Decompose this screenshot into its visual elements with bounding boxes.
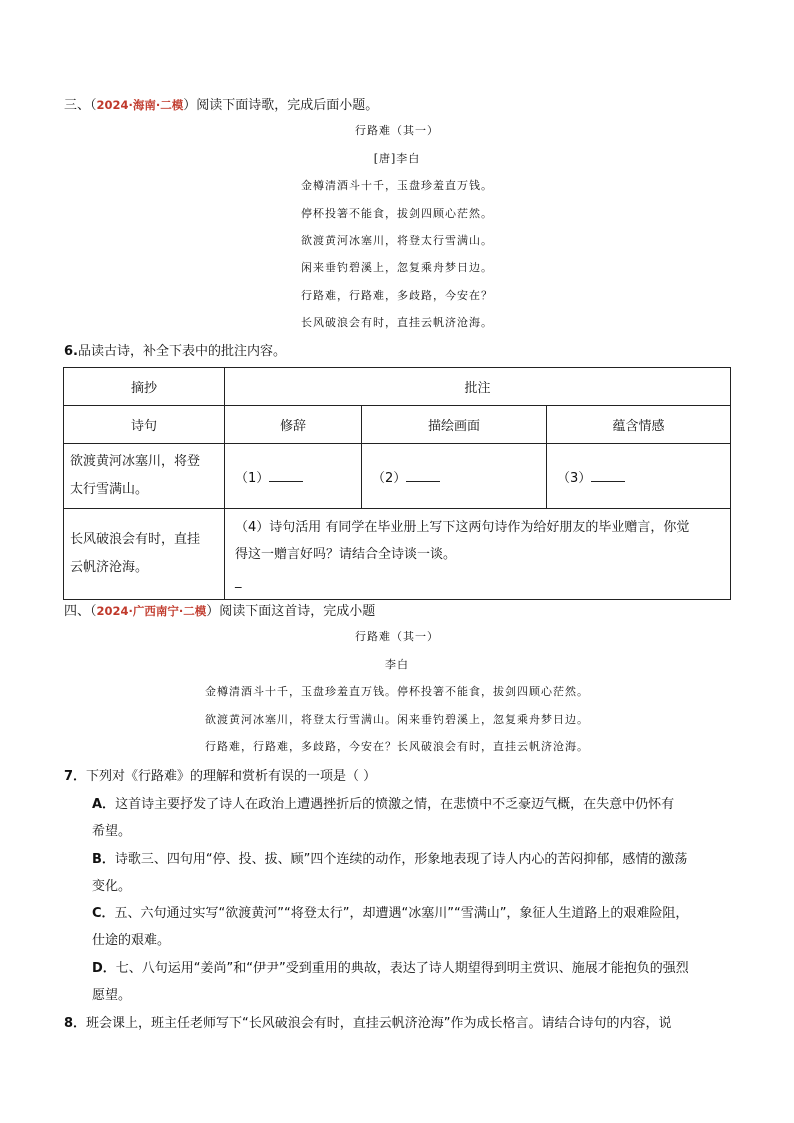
section3-heading: [64, 94, 378, 113]
blank-2-cell[interactable]: [362, 444, 547, 509]
question-8-text: 班会课上，班主任老师写下“长风破浪会有时，直挂云帆济沧海”作为成长格言。请结合诗句的内容，说: [86, 1016, 672, 1031]
poem2-line: 欲渡黄河冰塞川，将登太行雪满山。闲来垂钓碧溪上，忽复乘舟梦日边。: [205, 713, 589, 726]
poem1-line: 闲来垂钓碧溪上，忽复乘舟梦日边。: [301, 261, 493, 274]
section4-heading: [64, 600, 375, 619]
option-b-label: B．: [92, 852, 115, 867]
option-d-text: 七、八句运用“姜尚”和“伊尹”受到重用的典故，表达了诗人期望得到明主赏识、施展才能抱负的强烈: [115, 961, 689, 976]
option-c-cont: 仕途的艰难。: [92, 933, 171, 948]
section4-suffix: ）阅读下面这首诗，完成小题: [206, 604, 376, 619]
poem2-title: 行路难（其一）: [355, 630, 439, 643]
blank-3-label: （3）: [557, 470, 592, 486]
option-c-label: C．: [92, 906, 115, 921]
blank-1-label: （1）: [235, 470, 270, 486]
poem2-author: 李白: [385, 658, 409, 671]
section3-prefix: 三、（: [64, 98, 97, 113]
row1-line-cell: [64, 444, 225, 509]
poem1-line: 金樽清酒斗十千，玉盘珍羞直万钱。: [301, 179, 493, 192]
blank-3-cell[interactable]: [547, 444, 731, 509]
option-b[interactable]: [92, 848, 687, 867]
row2-note-c: _: [235, 573, 242, 589]
poem1-line: 行路难，行路难，多歧路，今安在？: [301, 289, 493, 302]
blank-1-line[interactable]: [269, 470, 303, 482]
question-6: [64, 340, 286, 359]
annotation-table: [63, 367, 731, 600]
option-a-label: A．: [92, 797, 116, 812]
poem1-line: 欲渡黄河冰塞川，将登太行雪满山。: [301, 234, 493, 247]
question-7-text: 下列对《行路难》的理解和赏析有误的一项是（ ）: [86, 769, 377, 784]
question-6-text: 品读古诗，补全下表中的批注内容。: [77, 344, 286, 359]
question-8-number: 8．: [64, 1016, 87, 1031]
question-6-number: 6.: [64, 344, 78, 359]
question-7-number: 7．: [64, 769, 87, 784]
option-c-text: 五、六句通过实写“欲渡黄河”“将登太行”，却遭遇“冰塞川”“雪满山”，象征人生道路上的艰难险阻，: [114, 906, 689, 921]
section4-source: 2024·广西南宁·二模: [96, 604, 207, 618]
header-emotion: 蕴含情感: [547, 406, 731, 444]
option-a[interactable]: [92, 793, 674, 812]
option-b-cont: 变化。: [92, 879, 132, 894]
header-scene: 描绘画面: [362, 406, 547, 444]
header-line: 诗句: [64, 406, 225, 444]
poem2-line: 金樽清酒斗十千，玉盘珍羞直万钱。停杯投箸不能食，拔剑四顾心茫然。: [205, 685, 589, 698]
option-d-cont: 愿望。: [92, 988, 132, 1003]
blank-1-cell[interactable]: [225, 444, 362, 509]
row2-note-a: （4）诗句活用 有同学在毕业册上写下这两句诗作为给好朋友的毕业赠言，你觉: [235, 519, 690, 535]
row2-line-b: 云帆济沧海。: [70, 560, 149, 575]
header-rhetoric: 修辞: [225, 406, 362, 444]
option-d[interactable]: [92, 957, 689, 976]
section3-suffix: ）阅读下面诗歌，完成后面小题。: [183, 98, 379, 113]
row1-line-a: 欲渡黄河冰塞川，将登: [70, 454, 201, 469]
option-b-text: 诗歌三、四句用“停、投、拔、顾”四个连续的动作，形象地表现了诗人内心的苦闷抑郁，感情的激荡: [114, 852, 688, 867]
row1-line-b: 太行雪满山。: [70, 482, 149, 497]
question-8: [64, 1012, 672, 1031]
section3-source: 2024·海南·二模: [96, 98, 184, 112]
option-a-cont: 希望。: [92, 824, 132, 839]
poem1-line: 停杯投箸不能食，拔剑四顾心茫然。: [301, 207, 493, 220]
blank-2-line[interactable]: [406, 470, 440, 482]
row2-note-b: 得这一赠言好吗？请结合全诗谈一谈。: [235, 546, 457, 562]
option-c[interactable]: [92, 902, 688, 921]
section4-prefix: 四、（: [64, 604, 97, 619]
row2-note-cell[interactable]: [225, 509, 731, 600]
row2-line-cell: [64, 509, 225, 600]
poem1-title: 行路难（其一）: [355, 124, 439, 137]
blank-3-line[interactable]: [591, 470, 625, 482]
row2-line-a: 长风破浪会有时，直挂: [70, 532, 201, 547]
option-a-text: 这首诗主要抒发了诗人在政治上遭遇挫折后的愤激之情，在悲愤中不乏豪迈气概，在失意中仍怀有: [115, 797, 675, 812]
poem1-line: 长风破浪会有时，直挂云帆济沧海。: [301, 316, 493, 329]
header-annotation: 批注: [225, 368, 731, 406]
poem1-author: [唐]李白: [373, 152, 421, 165]
poem2-line: 行路难，行路难，多歧路，今安在？长风破浪会有时，直挂云帆济沧海。: [205, 740, 589, 753]
option-d-label: D．: [92, 961, 116, 976]
blank-2-label: （2）: [372, 470, 407, 486]
question-7: [64, 765, 376, 784]
header-excerpt: 摘抄: [64, 368, 225, 406]
